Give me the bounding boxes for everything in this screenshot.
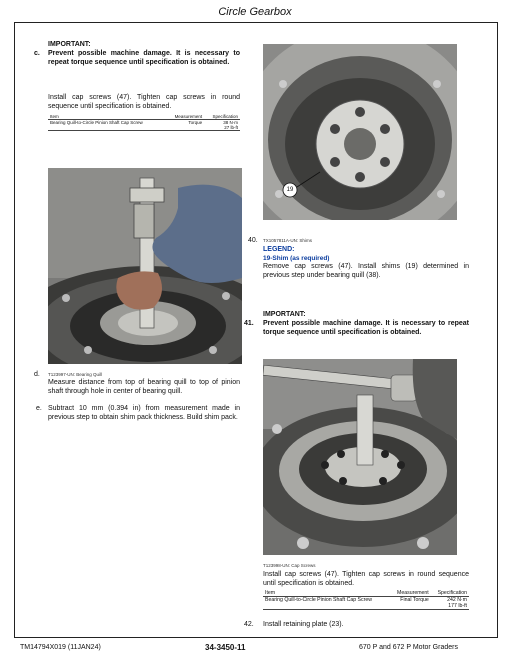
header-rule	[14, 22, 498, 23]
step-letter-e: e.	[36, 405, 42, 412]
step-42-text: Install retaining plate (23).	[263, 621, 344, 628]
spec-cell-item: Bearing Quill-to-Circle Pinion Shaft Cap Screw	[50, 120, 143, 125]
callout-19: 19	[286, 187, 294, 193]
spec-cell-imperial: 27 lb-ft	[224, 125, 238, 130]
step-number-42: 42.	[244, 621, 254, 628]
install-text-left: Install cap screws (47). Tighten cap screws in round sequence until specification is obtained.	[48, 94, 240, 110]
important-heading-left: IMPORTANT:	[48, 41, 91, 48]
cap-screws-photo	[263, 359, 457, 555]
step-number-41: 41.	[244, 320, 254, 327]
spec-table-left	[48, 114, 240, 131]
spec-cell-metric: 242 N·m	[447, 597, 467, 603]
photo-caption-shims: TX1057811A-UN: Shims	[263, 238, 312, 243]
spec-header-item: Item	[50, 114, 59, 119]
left-margin-rule	[14, 22, 15, 637]
important-text-right: Prevent possible machine damage. It is necessary to repeat torque sequence until specification is obtained.	[263, 320, 469, 336]
step-40-text: Remove cap screws (47). Install shims (19) determined in previous step under bearing quill (38).	[263, 263, 469, 279]
page-title: Circle Gearbox	[218, 6, 292, 18]
footer-rule	[14, 637, 498, 638]
step-d-text: Measure distance from top of bearing quill to top of pinion shaft through hole in center of bearing quill.	[48, 379, 240, 395]
spec-header-measurement: Measurement	[174, 114, 203, 119]
footer-doc-id: TM14794X019 (11JAN24)	[20, 644, 101, 651]
spec-cell-measurement: Torque	[188, 120, 203, 125]
spec-cell-imperial: 177 lb-ft	[448, 603, 467, 609]
legend-title: LEGEND:	[263, 246, 295, 253]
spec-header-specification: Specification	[212, 114, 238, 119]
spec-header-specification: Specification	[437, 590, 467, 596]
step-number-40: 40.	[248, 237, 258, 244]
important-heading-right: IMPORTANT:	[263, 311, 306, 318]
spec-cell-measurement: Final Torque	[400, 597, 429, 603]
spec-header-measurement: Measurement	[397, 590, 429, 596]
important-text-left: Prevent possible machine damage. It is necessary to repeat torque sequence until specification is obtained.	[48, 50, 240, 66]
spec-cell-item: Bearing Quill-to-Circle Pinion Shaft Cap Screw	[265, 597, 372, 603]
step-letter-c: c.	[34, 50, 40, 57]
legend-item-shim: 19-Shim (as required)	[263, 255, 330, 262]
spec-table-right	[263, 590, 469, 610]
footer-page-number: 34-3450-11	[205, 643, 246, 652]
spec-header-item: Item	[265, 590, 276, 596]
bearing-quill-photo	[48, 168, 242, 364]
step-letter-d: d.	[34, 371, 40, 378]
right-margin-rule	[497, 22, 498, 637]
footer-model: 670 P and 672 P Motor Graders	[359, 644, 458, 651]
step-e-text: Subtract 10 mm (0.394 in) from measurement made in previous step to obtain shim pack thickness. Build shim pack.	[48, 405, 240, 421]
photo-caption-cap-screws: T123998-UN: Cap Screws	[263, 563, 316, 568]
spec-cell-metric: 38 N·m	[223, 120, 238, 125]
photo-caption-left: T123997-UN: Bearing Quill	[48, 372, 103, 377]
install-text-right: Install cap screws (47). Tighten cap screws in round sequence until specification is obtained.	[263, 571, 469, 587]
